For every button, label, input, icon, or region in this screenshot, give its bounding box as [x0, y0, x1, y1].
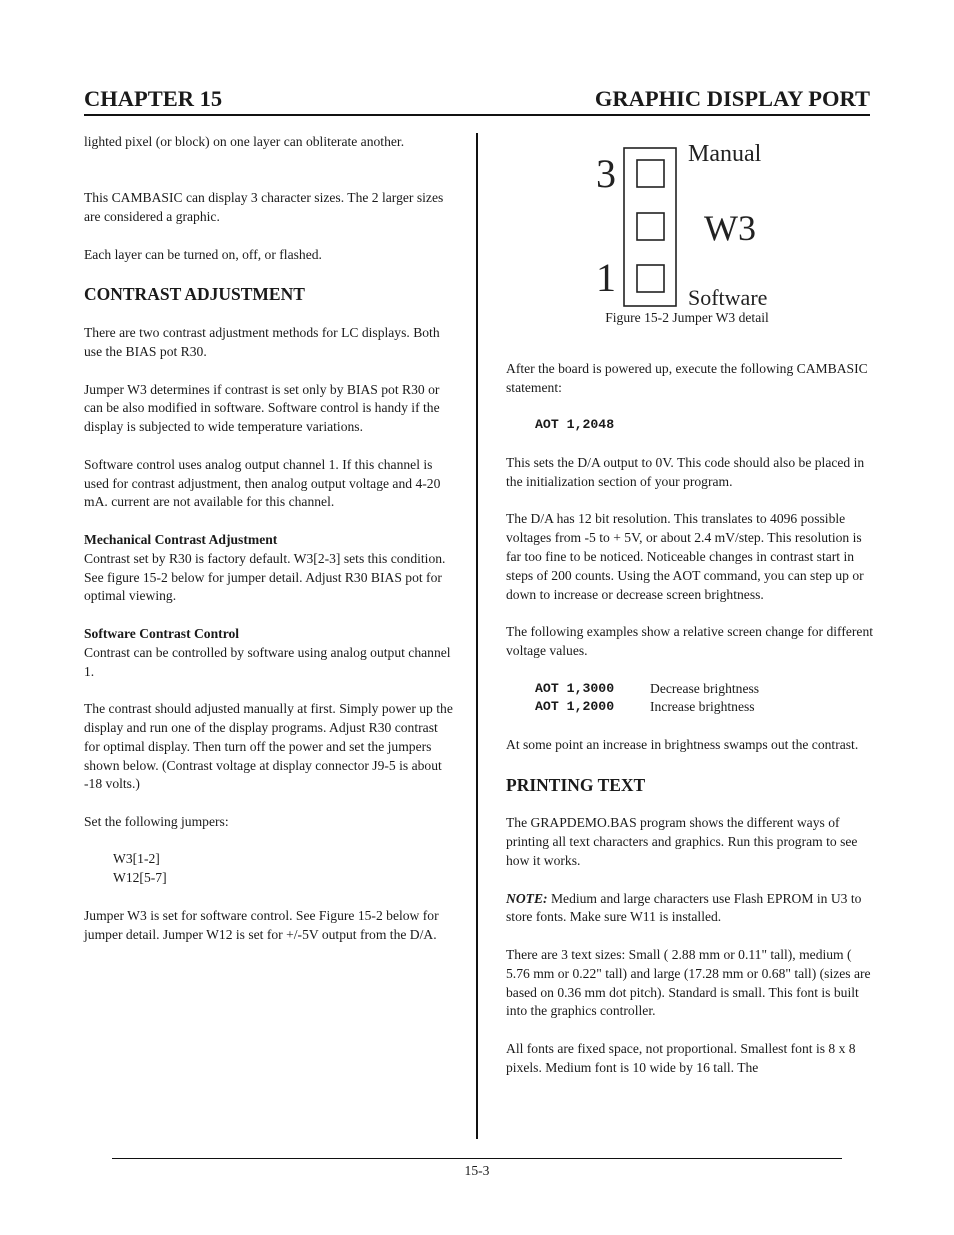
- label-software: Software: [688, 285, 768, 310]
- jumper-pin-3: [637, 160, 664, 187]
- note-paragraph: [506, 890, 878, 928]
- paragraph: Contrast set by R30 is factory default. W3[2-3] sets this condition. See figure 15-2 below for jumper detail. Adjust R30 BIAS pot for optimal viewing.: [84, 550, 446, 604]
- jumper-setting: W3[1-2]: [113, 851, 160, 867]
- page-header: [84, 86, 870, 116]
- column-divider: [476, 133, 478, 1139]
- note-label: NOTE:: [506, 890, 548, 906]
- paragraph: At some point an increase in brightness swamps out the contrast.: [506, 736, 859, 752]
- paragraph: The contrast should adjusted manually at first. Simply power up the display and run one of the display programs. Adjust R30 contrast for optimal display. Then turn off the power and set the jumpers shown below. (Contrast voltage at display connector J9-5 is about -18 volts.): [84, 701, 453, 792]
- jumper-body: [624, 148, 676, 306]
- paragraph: This sets the D/A output to 0V. This code should also be placed in the initialization section of your program.: [506, 454, 865, 489]
- paragraph: The following examples show a relative screen change for different voltage values.: [506, 624, 874, 658]
- subheading-software: Software Contrast Control: [84, 625, 240, 641]
- paragraph: Set the following jumpers:: [84, 813, 229, 829]
- paragraph: Software control uses analog output channel 1. If this channel is used for contrast adjustment, then analog output voltage and 4-20 mA. current are not available for this channel.: [84, 456, 441, 510]
- chapter-label: CHAPTER 15: [84, 86, 223, 111]
- label-w3: W3: [704, 208, 756, 248]
- code-example: [506, 698, 878, 717]
- right-column: [506, 133, 878, 1096]
- jumper-setting: W12[5-7]: [113, 870, 167, 886]
- label-manual: Manual: [688, 141, 762, 167]
- section-heading-contrast: CONTRAST ADJUSTMENT: [84, 284, 305, 305]
- code-line: AOT 1,3000: [535, 680, 615, 696]
- section-heading-printing: PRINTING TEXT: [506, 774, 646, 795]
- paragraph: The GRAPDEMO.BAS program shows the different ways of printing all text characters and graphics. Run this program to see how it works.: [506, 815, 858, 868]
- code-line: AOT 1,2000: [535, 699, 615, 715]
- paragraph: The D/A has 12 bit resolution. This translates to 4096 possible voltages from -5 to + 5V, or about 2.4 mV/step. This resolution is far too fine to be noticed. Noticeable changes in contrast start in steps of 200 counts. Using the AOT command, you can step up or down to increase or decrease screen brightness.: [506, 511, 864, 602]
- paragraph: Contrast can be controlled by software using analog output channel 1.: [84, 644, 451, 679]
- code-line: AOT 1,2048: [535, 417, 615, 433]
- paragraph: All fonts are fixed space, not proportional. Smallest font is 8 x 8 pixels. Medium font is 10 wide by 16 tall. The: [506, 1040, 856, 1075]
- paragraph: There are 3 text sizes: Small ( 2.88 mm or 0.11" tall), medium ( 5.76 mm or 0.22" tall) and large (17.28 mm or 0.68" tall) (sizes are based on 0.36 mm dot pitch). Standard is small. This font is built into the graphics controller.: [506, 946, 871, 1019]
- paragraph: Jumper W3 is set for software control. See Figure 15-2 below for jumper detail. Jumper W12 is set for +/-5V output from the D/A.: [84, 907, 439, 942]
- pin-number-bottom: 1: [596, 255, 616, 300]
- jumper-w3-figure: [506, 133, 878, 338]
- subheading-mechanical: Mechanical Contrast Adjustment: [84, 531, 278, 547]
- jumper-diagram: [506, 133, 878, 313]
- pin-number-top: 3: [596, 151, 616, 196]
- paragraph: This CAMBASIC can display 3 character sizes. The 2 larger sizes are considered a graphic.: [84, 190, 444, 225]
- paragraph: There are two contrast adjustment methods for LC displays. Both use the BIAS pot R30.: [84, 325, 440, 359]
- page-number: 15-3: [464, 1163, 490, 1178]
- jumper-pin-2: [637, 213, 664, 240]
- left-column: [84, 133, 454, 963]
- note-text: Medium and large characters use Flash EPROM in U3 to store fonts. Make sure W11 is installed.: [506, 890, 862, 925]
- footer-rule: [112, 1158, 842, 1159]
- paragraph: lighted pixel (or block) on one layer can obliterate another.: [84, 134, 405, 149]
- code-description: Increase brightness: [650, 699, 755, 715]
- paragraph: After the board is powered up, execute the following CAMBASIC statement:: [506, 361, 868, 395]
- chapter-title: GRAPHIC DISPLAY PORT: [594, 86, 870, 111]
- paragraph: Jumper W3 determines if contrast is set only by BIAS pot R30 or can be also modified in software. Software control is handy if the display is subjected to wide temperature variations.: [84, 381, 440, 435]
- code-example: [506, 680, 878, 699]
- code-description: Decrease brightness: [650, 680, 760, 696]
- figure-caption: Figure 15-2 Jumper W3 detail: [605, 310, 769, 325]
- jumper-pin-1: [637, 265, 664, 292]
- paragraph: Each layer can be turned on, off, or flashed.: [84, 246, 322, 262]
